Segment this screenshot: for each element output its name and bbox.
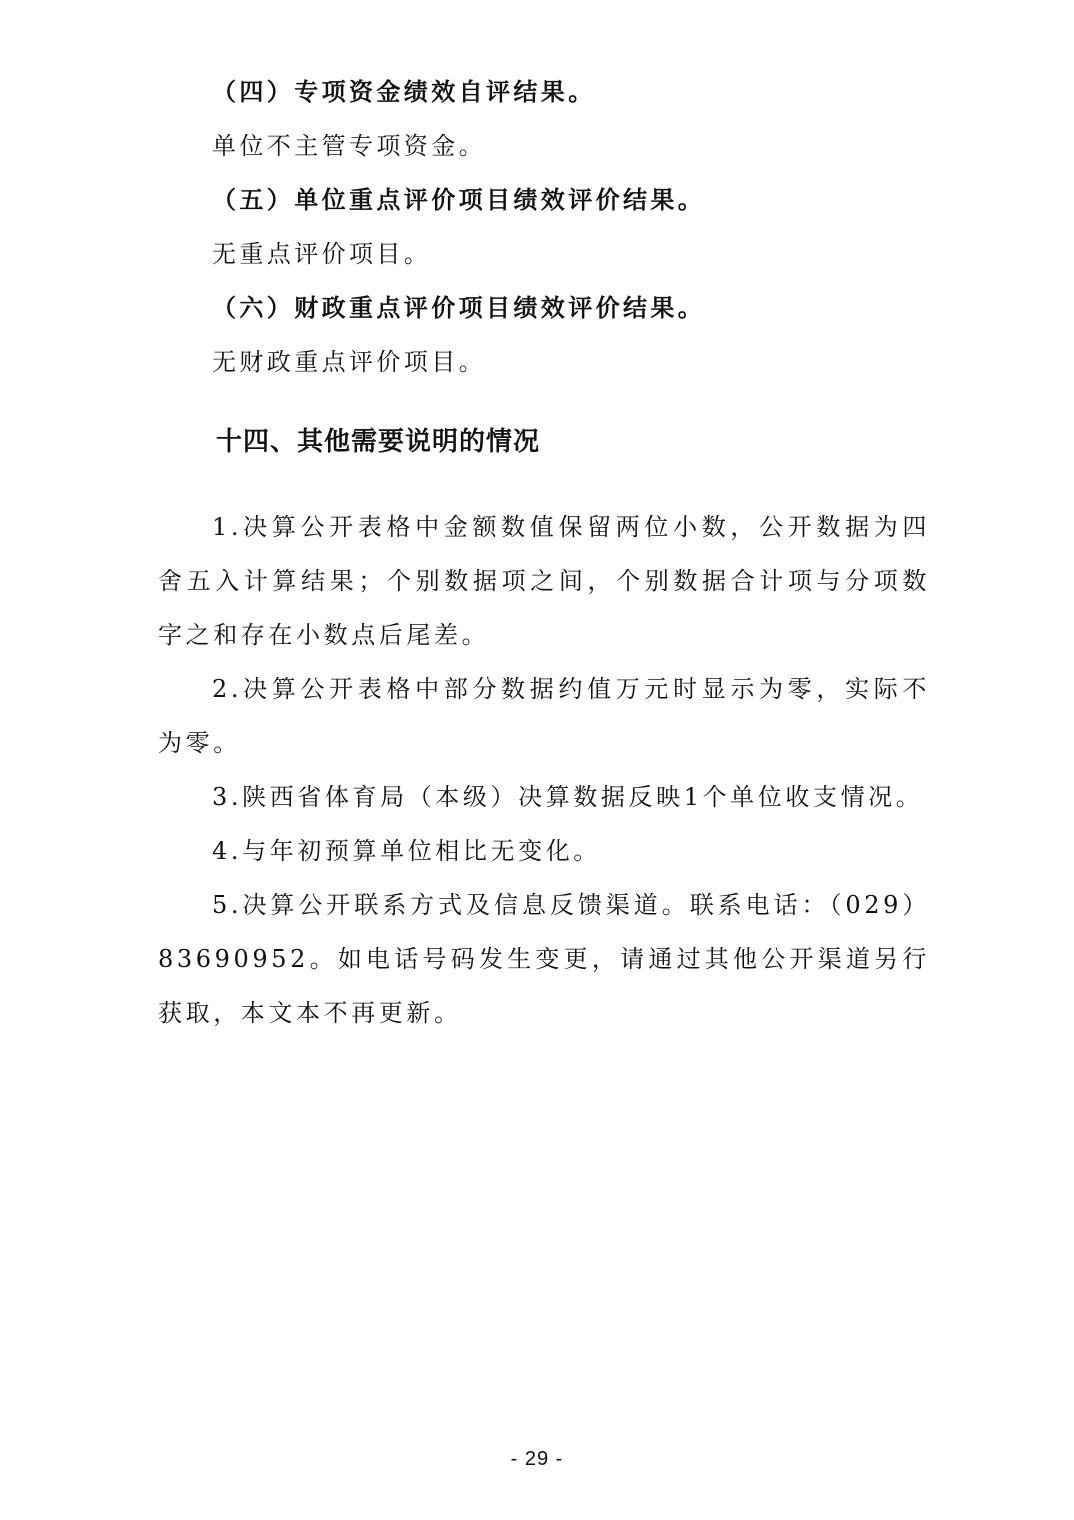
section-title: 十四、其他需要说明的情况	[216, 427, 541, 457]
subsection-heading-6: （六）财政重点评价项目绩效评价结果。	[212, 293, 706, 322]
subsection-heading-4: （四）专项资金绩效自评结果。	[212, 77, 596, 106]
subsection-text-6: 无财政重点评价项目。	[212, 348, 486, 376]
subsection-heading-5: （五）单位重点评价项目绩效评价结果。	[212, 185, 706, 214]
subsection-text-4: 单位不主管专项资金。	[212, 132, 486, 160]
page-number: - 29 -	[510, 1448, 564, 1470]
subsection-text-5: 无重点评价项目。	[212, 240, 432, 268]
paragraph-1: 1.决算公开表格中金额数值保留两位小数，公开数据为四舍五入计算结果；个别数据项之间，个别数据合计项与分项数字之和存在小数点后尾差。	[158, 513, 930, 649]
paragraph-3: 3.陕西省体育局（本级）决算数据反映1个单位收支情况。	[212, 783, 924, 811]
paragraph-5: 5.决算公开联系方式及信息反馈渠道。联系电话：（029）83690952。如电话号码发生变更，请通过其他公开渠道另行获取，本文本不再更新。	[158, 891, 930, 1027]
paragraph-4: 4.与年初预算单位相比无变化。	[212, 837, 601, 865]
paragraph-2: 2.决算公开表格中部分数据约值万元时显示为零，实际不为零。	[158, 675, 930, 757]
